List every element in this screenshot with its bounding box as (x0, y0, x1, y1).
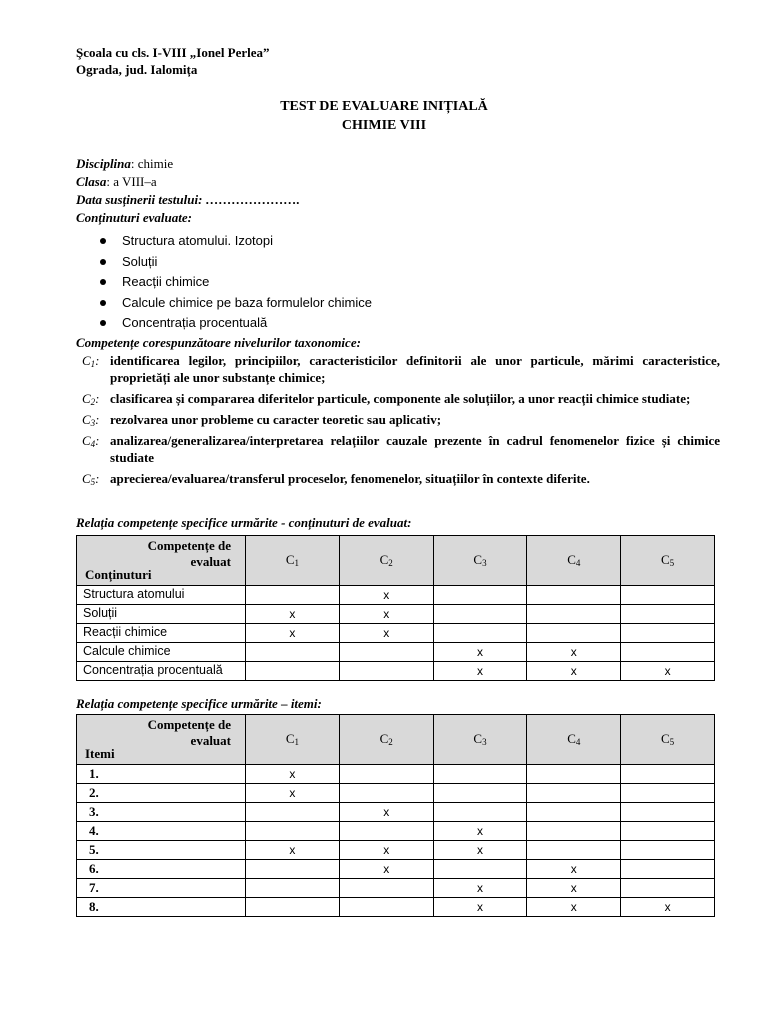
table-cell: x (246, 841, 340, 860)
competenta-index: 2 (90, 397, 96, 407)
corner-line: evaluat (190, 554, 231, 569)
competenta-item (76, 411, 720, 428)
table-row (77, 643, 715, 662)
competenta-item (76, 390, 720, 407)
table-cell: x (527, 662, 621, 681)
table-cell (339, 662, 433, 681)
clasa-label: Clasa (76, 174, 107, 189)
table-cell (621, 586, 715, 605)
corner-rows-label: Itemi (85, 745, 115, 761)
corner-header-cell (77, 536, 246, 586)
column-index: 3 (482, 558, 487, 569)
table-cell: x (433, 662, 527, 681)
table-cell: x (433, 879, 527, 898)
competenta-text: rezolvarea unor probleme cu caracter teoretic sau aplicativ; (110, 412, 442, 427)
competenta-colon: : (95, 471, 100, 486)
itemi-competente-table (76, 714, 715, 917)
column-index: 2 (388, 737, 393, 748)
competenta-letter: C (82, 391, 91, 406)
table-cell (433, 860, 527, 879)
column-index: 1 (294, 737, 299, 748)
table-row (77, 879, 715, 898)
table-header (77, 715, 715, 765)
continuturi-heading: Conținuturi evaluate: (76, 210, 192, 225)
column-letter: C (285, 552, 295, 568)
competenta-letter: C (82, 353, 91, 368)
column-header (433, 715, 527, 765)
table-cell (621, 860, 715, 879)
competenta-colon: : (95, 353, 100, 368)
table-cell (246, 898, 340, 917)
row-label: Reacții chimice (77, 624, 246, 643)
table-row (77, 605, 715, 624)
clasa-row (76, 173, 726, 191)
corner-line: Competențe de (147, 538, 231, 553)
header-row (77, 715, 715, 765)
corner-line: Competențe de (147, 717, 231, 732)
table-cell: x (339, 605, 433, 624)
continut-text: Reacții chimice (122, 274, 210, 289)
competenta-code (76, 432, 110, 466)
table-row (77, 822, 715, 841)
table-cell (433, 803, 527, 822)
column-header (527, 715, 621, 765)
table-cell (339, 784, 433, 803)
row-label: Soluții (77, 605, 246, 624)
table-cell (621, 765, 715, 784)
table1-title: Relația competențe specifice urmărite - conținuturi de evaluat: (76, 515, 412, 530)
table-cell (621, 841, 715, 860)
disciplina-value: : chimie (130, 156, 174, 171)
table-row (77, 803, 715, 822)
table-cell (527, 765, 621, 784)
row-label: 4. (77, 822, 246, 841)
column-letter: C (473, 552, 483, 568)
column-header (246, 715, 340, 765)
table-cell (621, 879, 715, 898)
bullet-icon (100, 300, 106, 306)
row-label: Calcule chimice (77, 643, 246, 662)
table-cell (339, 643, 433, 662)
table-cell: x (339, 841, 433, 860)
bullet-icon (100, 259, 106, 265)
table-cell (621, 822, 715, 841)
table-cell: x (433, 898, 527, 917)
continut-text: Concentrația procentuală (122, 315, 268, 330)
row-label: Structura atomului (77, 586, 246, 605)
competenta-index: 3 (90, 418, 96, 428)
competente-heading: Competențe corespunzătoare nivelurilor taxonomice: (76, 335, 361, 350)
school-name: Şcoala cu cls. I-VIII „Ionel Perlea” (76, 45, 270, 60)
table-cell (621, 643, 715, 662)
competenta-letter: C (82, 433, 91, 448)
continuturi-competente-table (76, 535, 715, 681)
column-index: 3 (482, 737, 487, 748)
table-cell: x (527, 898, 621, 917)
table-cell (527, 841, 621, 860)
competenta-code (76, 390, 110, 407)
competenta-item (76, 432, 720, 466)
table-cell (246, 662, 340, 681)
table-cell (621, 624, 715, 643)
table-cell (339, 898, 433, 917)
row-label: 2. (77, 784, 246, 803)
continut-text: Calcule chimice pe baza formulelor chimice (122, 294, 372, 310)
column-letter: C (661, 552, 670, 568)
corner-line: evaluat (190, 733, 231, 748)
table-cell: x (339, 860, 433, 879)
competenta-text: identificarea legilor, principiilor, caracteristicilor definitorii ale unor particule, mărimi caracteristice, proprietăți ale unor substanțe chimice; (110, 353, 720, 385)
table-cell: x (433, 841, 527, 860)
table-cell: x (246, 624, 340, 643)
column-letter: C (473, 731, 483, 747)
continut-text: Structura atomului. Izotopi (122, 233, 274, 248)
table-cell (433, 784, 527, 803)
row-label: 3. (77, 803, 246, 822)
column-letter: C (567, 731, 576, 747)
competente-list (76, 352, 720, 487)
table-cell: x (246, 784, 340, 803)
school-location: Ograda, jud. Ialomița (76, 62, 198, 77)
bullet-icon (100, 279, 106, 285)
continut-item (100, 272, 372, 293)
table-row (77, 624, 715, 643)
column-header (433, 536, 527, 586)
column-header (621, 536, 715, 586)
row-label: 8. (77, 898, 246, 917)
table-cell (527, 624, 621, 643)
row-label: 5. (77, 841, 246, 860)
table-cell (246, 822, 340, 841)
table-cell (527, 803, 621, 822)
competenta-colon: : (95, 433, 100, 448)
data-testului-row: Data susținerii testului: …………………. (76, 192, 300, 207)
column-index: 5 (669, 737, 675, 748)
table-cell (621, 784, 715, 803)
table-row (77, 784, 715, 803)
column-index: 4 (575, 558, 581, 569)
competenta-index: 1 (90, 359, 96, 369)
column-letter: C (285, 731, 295, 747)
continut-item (100, 231, 372, 252)
table-cell (433, 624, 527, 643)
table-cell (339, 765, 433, 784)
competenta-text: clasificarea și compararea diferitelor particule, componente ale soluțiilor, a unor reacții chimice studiate; (110, 391, 691, 406)
competenta-code (76, 411, 110, 428)
table-cell: x (246, 765, 340, 784)
competenta-colon: : (95, 412, 100, 427)
column-letter: C (379, 552, 389, 568)
table-cell (246, 879, 340, 898)
competenta-colon: : (95, 391, 100, 406)
competenta-item (76, 470, 720, 487)
table-cell (621, 803, 715, 822)
continut-item (100, 313, 372, 334)
table-body (77, 765, 715, 917)
competenta-text: analizarea/generalizarea/interpretarea relațiilor cauzale prezente în cadrul fenomenelor fizice și chimice studiate (110, 433, 720, 465)
competenta-index: 4 (90, 439, 96, 449)
disciplina-label: Disciplina (76, 156, 131, 171)
competenta-code (76, 470, 110, 487)
column-letter: C (661, 731, 670, 747)
table-cell: x (527, 860, 621, 879)
row-label: 6. (77, 860, 246, 879)
table-cell (527, 784, 621, 803)
table-row (77, 898, 715, 917)
table-cell: x (339, 586, 433, 605)
table-row (77, 586, 715, 605)
competenta-letter: C (82, 471, 91, 486)
column-header (339, 715, 433, 765)
row-label: 7. (77, 879, 246, 898)
continut-item (100, 252, 372, 273)
table-header (77, 536, 715, 586)
row-label: Concentrația procentuală (77, 662, 246, 681)
column-header (621, 715, 715, 765)
table-cell (246, 643, 340, 662)
table-cell: x (527, 643, 621, 662)
clasa-value: : a VIII–a (106, 174, 157, 189)
table-cell (339, 879, 433, 898)
table-body (77, 586, 715, 681)
competenta-index: 5 (90, 477, 96, 487)
document-subtitle: CHIMIE VIII (341, 118, 427, 133)
table-cell: x (246, 605, 340, 624)
table-cell: x (621, 662, 715, 681)
column-header (339, 536, 433, 586)
bullet-icon (100, 238, 106, 244)
continut-text: Soluții (122, 253, 158, 269)
table-cell (339, 822, 433, 841)
table-row (77, 662, 715, 681)
table-row (77, 765, 715, 784)
competenta-letter: C (82, 412, 91, 427)
school-header (76, 44, 270, 78)
competenta-item (76, 352, 720, 386)
disciplina-row (76, 155, 726, 173)
table2-title: Relația competențe specifice urmărite – itemi: (76, 696, 322, 711)
column-index: 1 (294, 558, 299, 569)
competenta-code (76, 352, 110, 386)
continuturi-list (100, 231, 372, 334)
column-index: 5 (669, 558, 675, 569)
competenta-text: aprecierea/evaluarea/transferul proceselor, fenomenelor, situațiilor în contexte diferite. (110, 471, 590, 486)
corner-competente-label (148, 717, 231, 749)
bullet-icon (100, 320, 106, 326)
table-cell (527, 605, 621, 624)
test-metadata (76, 155, 726, 227)
table-cell (246, 586, 340, 605)
table-cell: x (433, 643, 527, 662)
column-header (527, 536, 621, 586)
table-row (77, 860, 715, 879)
competente-section (76, 334, 720, 491)
column-header (246, 536, 340, 586)
table-cell (246, 860, 340, 879)
corner-rows-label: Conținuturi (85, 566, 152, 582)
column-index: 2 (388, 558, 393, 569)
table-cell (621, 605, 715, 624)
column-letter: C (567, 552, 576, 568)
table-cell: x (339, 624, 433, 643)
continut-item (100, 293, 372, 314)
row-label: 1. (77, 765, 246, 784)
table-cell: x (621, 898, 715, 917)
table-cell: x (527, 879, 621, 898)
column-index: 4 (575, 737, 581, 748)
corner-competente-label (148, 538, 231, 570)
document-title: TEST DE EVALUARE INIȚIALĂ (280, 99, 488, 114)
table-cell (433, 586, 527, 605)
table-cell (433, 765, 527, 784)
table-cell (527, 822, 621, 841)
corner-header-cell (77, 715, 246, 765)
table-cell (246, 803, 340, 822)
table-cell (433, 605, 527, 624)
header-row (77, 536, 715, 586)
table-row (77, 841, 715, 860)
table-cell (527, 586, 621, 605)
table-cell: x (433, 822, 527, 841)
table-cell: x (339, 803, 433, 822)
column-letter: C (379, 731, 389, 747)
